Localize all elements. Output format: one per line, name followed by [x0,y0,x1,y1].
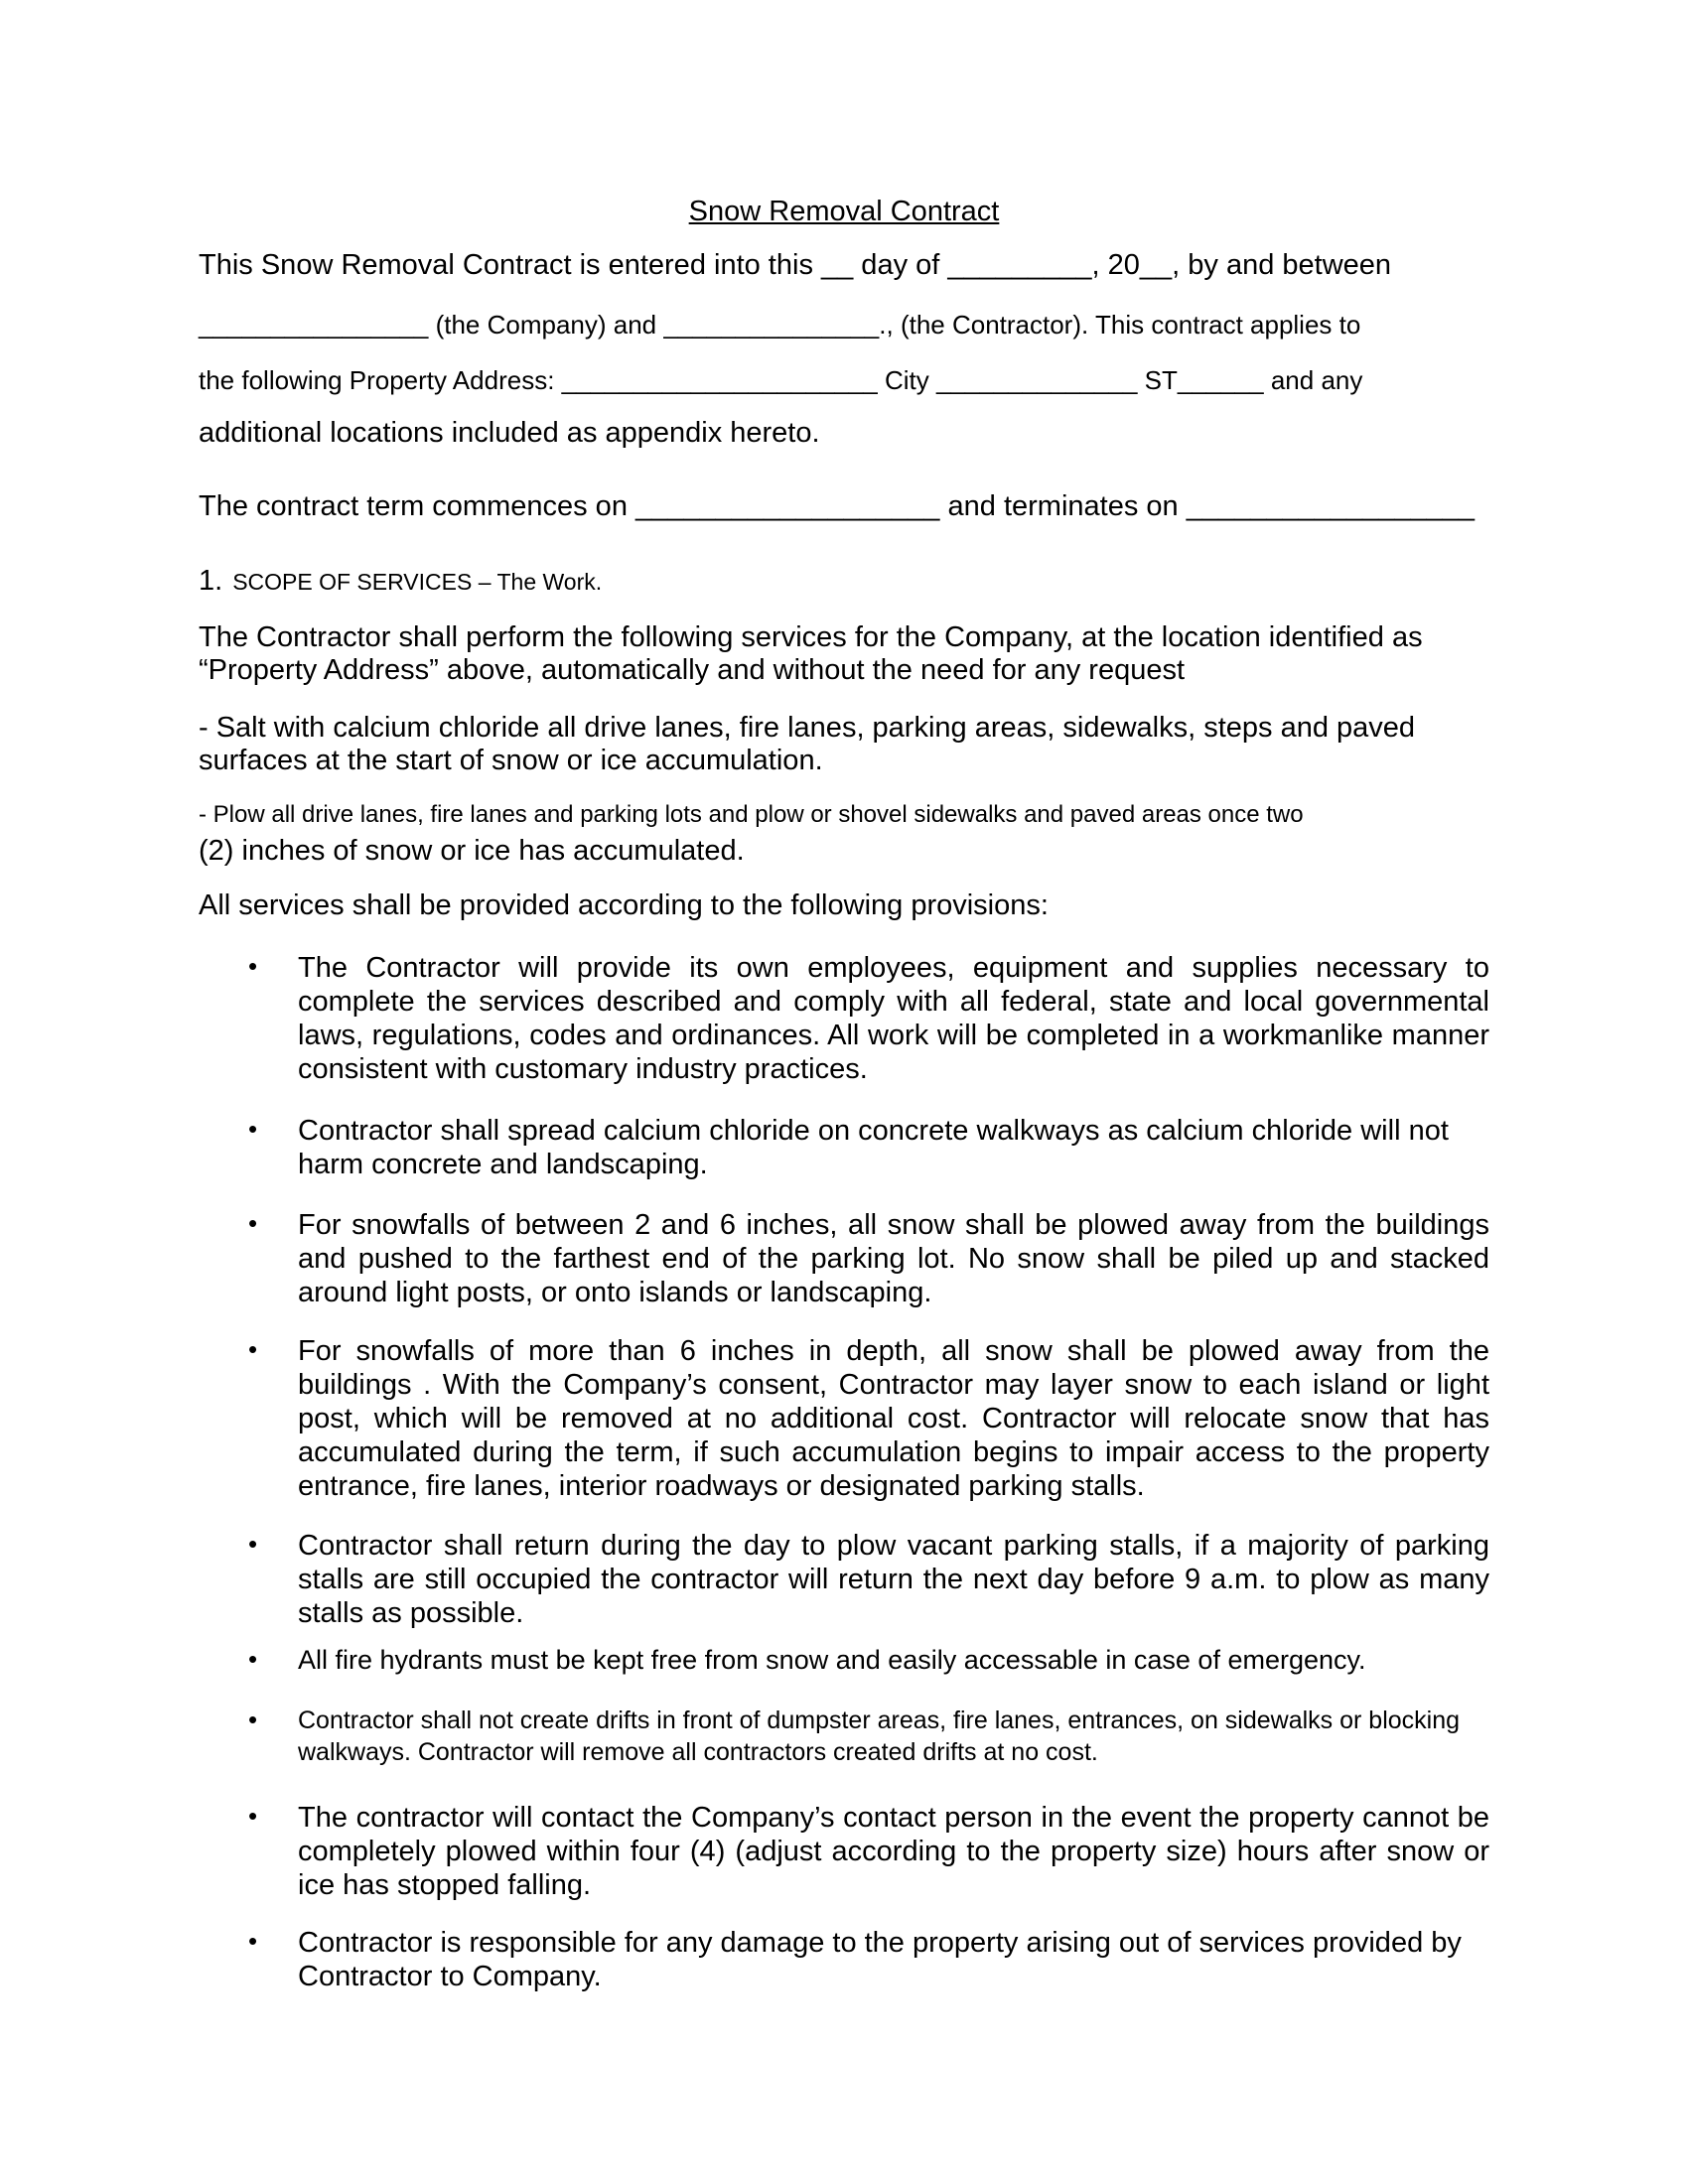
list-item-text: For snowfalls of more than 6 inches in depth, all snow shall be plowed away from the buildings . With the Company’s consent, Contractor may layer snow to each island or light post, which will be removed at no additional cost. Contractor will relocate snow that has accumulated during the term, if such accumulation begins to impair access to the property entrance, fire lanes, interior roadways or designated parking stalls. [298,1335,1489,1502]
bullet-icon: • [248,1208,258,1238]
plow-line-1: - Plow all drive lanes, fire lanes and parking lots and plow or shovel sidewalks and paved areas once two [199,801,1304,828]
list-item-text: Contractor shall spread calcium chloride on concrete walkways as calcium chloride will not harm concrete and landscaping. [298,1115,1449,1180]
bullet-icon: • [248,1114,258,1144]
list-item-text: Contractor is responsible for any damage to the property arising out of services provided by Contractor to Company. [298,1927,1462,1992]
salt-paragraph: - Salt with calcium chloride all drive lanes, fire lanes, parking areas, sidewalks, steps and paved surfaces at the start of snow or ice accumulation. [199,712,1416,776]
bullet-icon: • [248,951,258,981]
list-item-text: Contractor shall return during the day to plow vacant parking stalls, if a majority of parking stalls are still occupied the contractor will return the next day before 9 a.m. to plow as many stalls as possible. [298,1530,1489,1629]
section-number: 1. [199,565,223,597]
intro-line-2: ________________ (the Company) and _______________., (the Contractor). This contract applies to [199,310,1361,340]
intro-line-1: This Snow Removal Contract is entered into this __ day of _________, 20__, by and between [199,249,1392,281]
list-item-text: The contractor will contact the Company’s contact person in the event the property cannot be completely plowed within four (4) (adjust according to the property size) hours after snow or ice has stopped falling. [298,1802,1489,1901]
list-item-text: For snowfalls of between 2 and 6 inches, all snow shall be plowed away from the buildings and pushed to the farthest end of the parking lot. No snow shall be piled up and stacked around light posts, or onto islands or landscaping. [298,1209,1489,1308]
list-item-text: All fire hydrants must be kept free from snow and easily accessable in case of emergency. [298,1645,1366,1675]
bullet-icon: • [248,1926,258,1956]
plow-line-2: (2) inches of snow or ice has accumulated. [199,835,745,867]
bullet-icon: • [248,1801,258,1831]
section-title: SCOPE OF SERVICES – The Work. [232,569,603,595]
bullet-icon: • [248,1644,258,1674]
list-item-text: Contractor shall not create drifts in front of dumpster areas, fire lanes, entrances, on sidewalks or blocking walkways. Contractor will remove all contractors created drifts at no cost. [298,1706,1461,1766]
scope-paragraph: The Contractor shall perform the following services for the Company, at the location identified as “Property Address” above, automatically and without the need for any request [199,621,1423,686]
bullet-icon: • [248,1529,258,1559]
bullet-icon: • [248,1705,258,1734]
bullet-icon: • [248,1334,258,1364]
intro-line-4: additional locations included as appendix hereto. [199,417,820,449]
list-item-text: The Contractor will provide its own employees, equipment and supplies necessary to complete the services described and comply with all federal, state and local governmental laws, regulations, codes and ordinances. All work will be completed in a workmanlike manner consistent with customary industry practices. [298,952,1489,1085]
provisions-intro: All services shall be provided according to the following provisions: [199,889,1049,921]
section-1-heading [199,564,602,603]
document-title: Snow Removal Contract [688,196,1000,227]
term-line: The contract term commences on ___________________ and terminates on __________________ [199,490,1476,522]
intro-line-3: the following Property Address: ______________________ City ______________ ST______ and any [199,365,1363,395]
